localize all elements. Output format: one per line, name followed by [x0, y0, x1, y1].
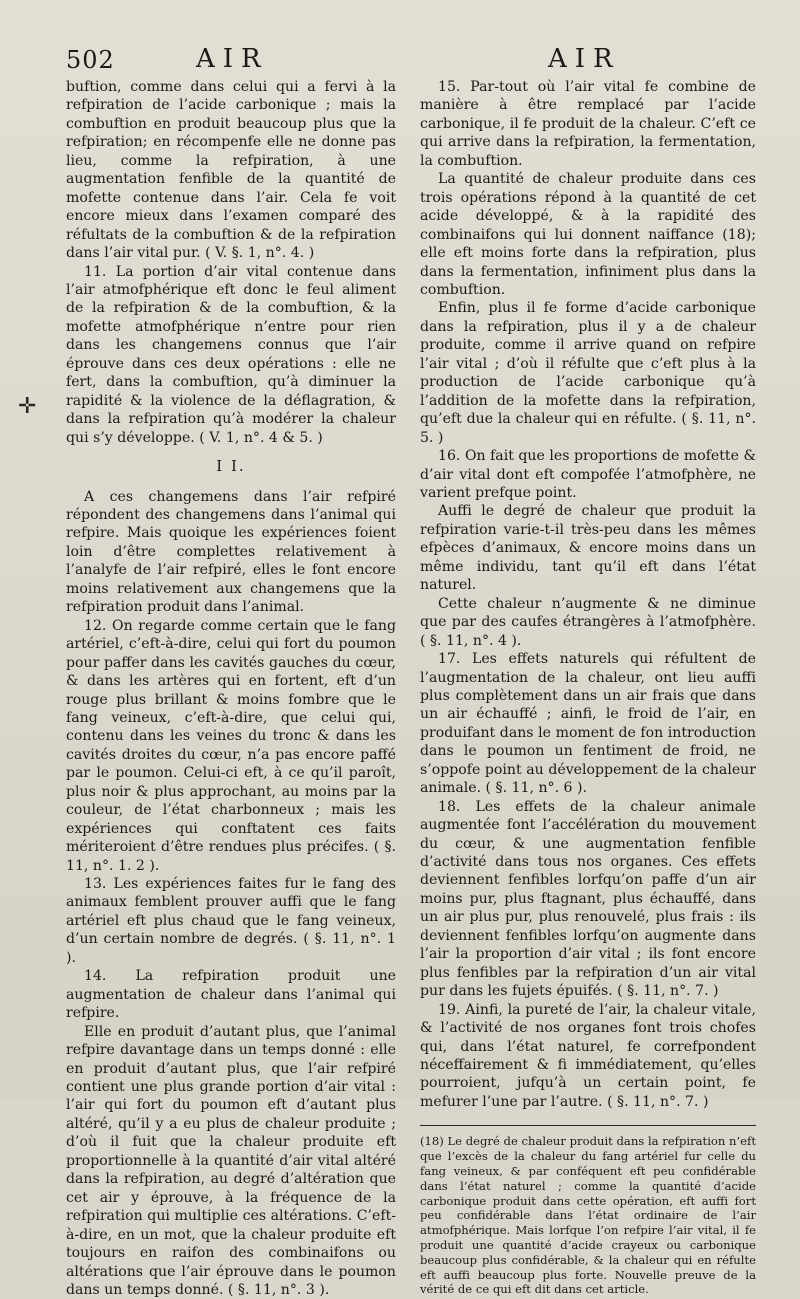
page-number: 502 [66, 46, 115, 74]
left-column [66, 78, 396, 1299]
paragraph: 17. Les effets naturels qui réfultent de l’augmentation de la chaleur, ont lieu auffi plus complètement dans un air frais que dans un air échauffé ; ainfi, le froid de l’air, en produifant dans le moment de fon introduction dans le poumon un fentiment de froid, ne s’oppofe point au développement de la chaleur animale. ( §. 11, n°. 6 ). [420, 651, 756, 797]
running-head [0, 40, 800, 76]
paragraph: Enfin, plus il fe forme d’acide carbonique dans la refpiration, plus il y a de chaleur produite, comme il arrive quand on refpire l’air vital ; d’où il réfulte que c’eft plus à la production de l’acide carbonique qu’à l’addition de la mofette dans la refpiration, qu’eft due la chaleur qui en réfulte. ( §. 11, n°. 5. ) [420, 300, 756, 446]
right-column [420, 78, 756, 1297]
paragraph: 11. La portion d’air vital contenue dans l’air atmofphérique eft donc le feul aliment de la refpiration & de la combuftion, & la mofette atmofphérique n’entre pour rien dans les changemens connus que l’air éprouve dans ces deux opérations : elle ne fert, dans la combuftion, qu’à diminuer la rapidité & la violence de la déflagration, & dans la refpiration qu’à modérer la chaleur qui s’y développe. ( V. 1, n°. 4 & 5. ) [66, 263, 396, 446]
paragraph: A ces changemens dans l’air refpiré répondent des changemens dans l’animal qui refpire. Mais quoique les expériences foient loin d’être complettes relativement à l’analyfe de l’air refpiré, elles le font encore moins relativement aux changemens que la refpiration produit dans l’animal. [66, 488, 396, 616]
margin-annotation-mark: ✛ [18, 394, 37, 419]
paragraph: Elle en produit d’autant plus, que l’animal refpire davantage dans un temps donné : elle en produit d’autant plus, que l’air refpiré contient une plus grande portion d’air vital : l’air qui fort du poumon eft d’autant plus altéré, qu’il y a eu plus de chaleur produite ; d’où il fuit que la chaleur produite eft proportionnelle à la quantité d’air vital altéré dans la refpiration, au degré d’altération que cet air y éprouve, à la fréquence de la refpiration qui multiplie ces altérations. C’eft-à-dire, en un mot, que la chaleur produite eft toujours en raifon des combinaifons ou altérations que l’air éprouve dans le poumon dans un temps donné. ( §. 11, n°. 3 ). [66, 1023, 396, 1298]
paragraph: buftion, comme dans celui qui a fervi à la refpiration de l’acide carbonique ; mais la combuftion en produit beaucoup plus que la refpiration; en récompenfe elle ne donne pas lieu, comme la refpiration, à une augmentation fenfible de la quantité de mofette contenue dans l’air. Cela fe voit encore mieux dans l’examen comparé des réfultats de la combuftion & de la refpiration dans l’air vital pur. ( V. §. 1, n°. 4. ) [66, 79, 396, 262]
paragraph: 14. La refpiration produit une augmentation de chaleur dans l’animal qui refpire. [66, 968, 396, 1022]
paragraph: 16. On fait que les proportions de mofette & d’air vital dont eft compofée l’atmofphère, ne varient prefque point. [420, 448, 756, 501]
paragraph: 19. Ainfi, la pureté de l’air, la chaleur vitale, & l’activité de nos organes font trois chofes qui, dans l’état naturel, fe correfpondent néceffairement & fi immédiatement, qu’elles pourroient, jufqu’à un certain point, fe mefurer l’une par l’autre. ( §. 11, n°. 7. ) [420, 1001, 756, 1110]
paragraph: Cette chaleur n’augmente & ne diminue que par des caufes étrangères à l’atmofphère. ( §. 11, n°. 4 ). [420, 595, 756, 649]
footnote: (18) Le degré de chaleur produit dans la refpiration n’eft que l’excès de la chaleur du fang artériel fur celle du fang veineux, & par conféquent eft peu confidérable dans l’état naturel ; comme la quantité d’acide carbonique produit dans cette opération, eft auffi fort peu confidérable dans l’état ordinaire de l’air atmofphérique. Mais lorfque l’on refpire l’air vital, il fe produit une quantité d’acide crayeux ou carbonique beaucoup plus confidérable, & la chaleur qui en réfulte eft auffi beaucoup plus forte. Nouvelle preuve de la vérité de ce qui eft dit dans cet article. [420, 1134, 756, 1297]
running-head-right: AIR [548, 44, 621, 74]
paragraph: 15. Par-tout où l’air vital fe combine de manière à être remplacé par l’acide carbonique, il fe produit de la chaleur. C’eft ce qui arrive dans la refpiration, la fermentation, la combuftion. [420, 79, 756, 169]
paragraph: La quantité de chaleur produite dans ces trois opérations répond à la quantité de cet acide développé, & à la rapidité des combinaifons qui lui donnent naiffance (18); elle eft moins forte dans la refpiration, plus dans la fermentation, infiniment plus dans la combuftion. [420, 171, 756, 298]
paragraph: 12. On regarde comme certain que le fang artériel, c’eft-à-dire, celui qui fort du poumon pour paffer dans les cavités gauches du cœur, & dans les artères qui en fortent, eft d’un rouge plus brillant & moins fombre que le fang veineux, c’eft-à-dire, que celui qui, contenu dans les veines du tronc & dans les cavités droites du cœur, n’a pas encore paffé par le poumon. Celui-ci eft, à ce qu’il paroît, plus noir & plus approchant, au moins par la couleur, de l’état charbonneux ; mais les expériences qui conftatent ces faits mériteroient d’être rendues plus précifes. ( §. 11, n°. 1. 2 ). [66, 617, 396, 874]
section-heading: I I. [216, 457, 246, 476]
running-head-left: AIR [196, 44, 269, 74]
paragraph: 13. Les expériences faites fur le fang des animaux femblent prouver auffi que le fang artériel eft plus chaud que le fang veineux, d’un certain nombre de degrés. ( §. 11, n°. 1 ). [66, 876, 396, 966]
paragraph: 18. Les effets de la chaleur animale augmentée font l’accélération du mouvement du cœur, & une augmentation fenfible d’activité dans tous nos organes. Ces effets deviennent fenfibles lorfqu’on paffe d’un air moins pur, plus ftagnant, plus échauffé, dans un air plus pur, plus renouvelé, plus frais : ils deviennent fenfibles lorfqu’on augmente dans l’air la proportion d’air vital ; ils font encore plus fenfibles par la refpiration d’un air vital pur dans les fujets épuifés. ( §. 11, n°. 7. ) [420, 798, 756, 1000]
paragraph: Auffi le degré de chaleur que produit la refpiration varie-t-il très-peu dans les mêmes efpèces d’animaux, & encore moins dans un même individu, tant qu’il eft dans l’état naturel. [420, 503, 756, 594]
footnote-divider [420, 1125, 756, 1126]
